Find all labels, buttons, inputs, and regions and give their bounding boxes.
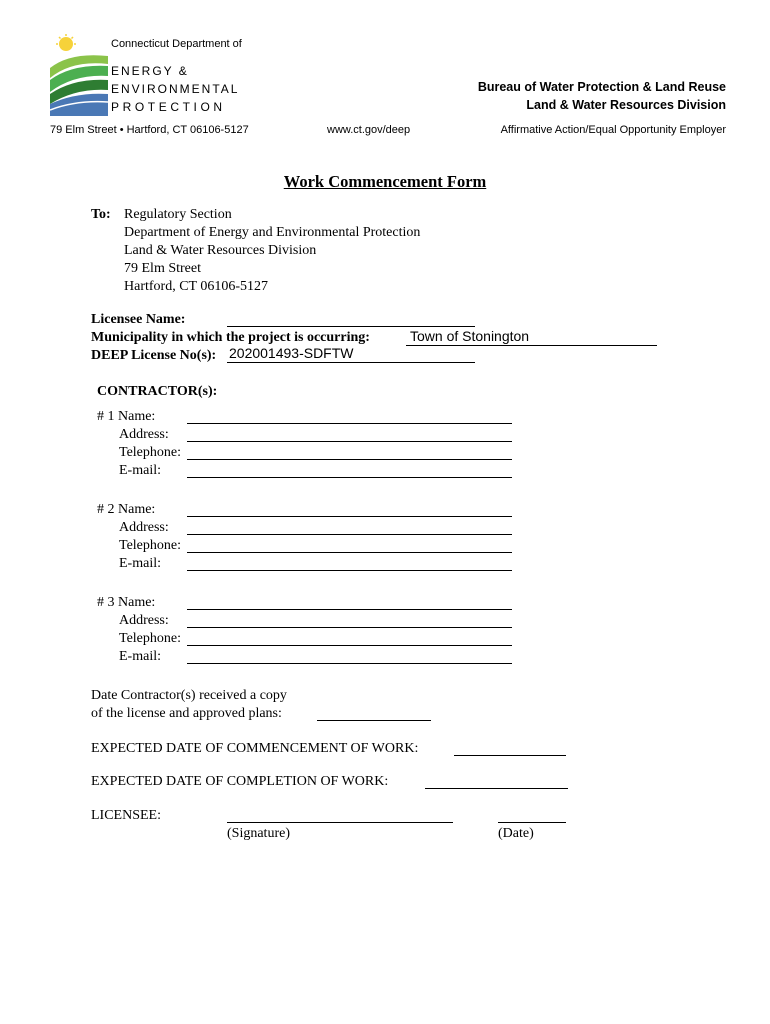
contractor-2-email-field[interactable] <box>187 570 512 571</box>
to-line-3: Land & Water Resources Division <box>124 243 317 258</box>
to-line-5: Hartford, CT 06106-5127 <box>124 279 268 294</box>
commencement-label: EXPECTED DATE OF COMMENCEMENT OF WORK: <box>91 741 419 756</box>
contractor-3-address-label: Address: <box>119 613 169 628</box>
contractor-1-email-field[interactable] <box>187 477 512 478</box>
contractor-1-telephone-field[interactable] <box>187 459 512 460</box>
signature-caption: (Signature) <box>227 826 290 841</box>
form-title: Work Commencement Form <box>283 172 487 191</box>
contractor-2-email-label: E-mail: <box>119 556 161 571</box>
contractor-2-telephone-label: Telephone: <box>119 538 181 553</box>
contractor-3-telephone-field[interactable] <box>187 645 512 646</box>
logo-line-1: Connecticut Department of <box>111 38 242 50</box>
contractor-1-email-label: E-mail: <box>119 463 161 478</box>
contractors-heading: CONTRACTOR(s): <box>97 384 218 399</box>
bureau-name: Bureau of Water Protection & Land Reuse <box>477 80 726 94</box>
contractor-3-address-field[interactable] <box>187 627 512 628</box>
licensee-name-field[interactable] <box>227 326 475 327</box>
to-line-4: 79 Elm Street <box>124 261 201 276</box>
contractor-3-email-label: E-mail: <box>119 649 161 664</box>
contractor-2-name-field[interactable] <box>187 516 512 517</box>
office-address: 79 Elm Street • Hartford, CT 06106-5127 <box>50 124 249 136</box>
copy-received-date-field[interactable] <box>317 720 431 721</box>
deep-logo <box>50 34 250 116</box>
to-label: To: <box>91 207 111 222</box>
logo-line-2: ENERGY & <box>111 64 189 78</box>
license-no-value: 202001493-SDFTW <box>229 345 354 361</box>
licensee-name-label: Licensee Name: <box>91 312 186 327</box>
logo-line-4: PROTECTION <box>111 100 226 114</box>
contractor-1-name-label: # 1 Name: <box>97 409 156 424</box>
completion-label: EXPECTED DATE OF COMPLETION OF WORK: <box>91 774 389 789</box>
completion-date-field[interactable] <box>425 788 568 789</box>
copy-received-label-1: Date Contractor(s) received a copy <box>91 688 287 703</box>
municipality-value: Town of Stonington <box>410 328 530 344</box>
licensee-label: LICENSEE: <box>91 808 161 823</box>
contractor-3-email-field[interactable] <box>187 663 512 664</box>
contractor-2-name-label: # 2 Name: <box>97 502 156 517</box>
contractor-1-address-field[interactable] <box>187 441 512 442</box>
contractor-2-address-label: Address: <box>119 520 169 535</box>
contractor-3-name-field[interactable] <box>187 609 512 610</box>
contractor-3-telephone-label: Telephone: <box>119 631 181 646</box>
date-caption: (Date) <box>498 826 534 841</box>
logo-emblem-icon <box>50 34 108 116</box>
employer-statement: Affirmative Action/Equal Opportunity Employer <box>500 124 726 136</box>
contractor-1-telephone-label: Telephone: <box>119 445 181 460</box>
division-name: Land & Water Resources Division <box>526 98 726 112</box>
commencement-date-field[interactable] <box>454 755 566 756</box>
license-no-label: DEEP License No(s): <box>91 348 217 363</box>
logo-line-3: ENVIRONMENTAL <box>111 82 240 96</box>
copy-received-label-2: of the license and approved plans: <box>91 706 282 721</box>
municipality-label: Municipality in which the project is occurring: <box>91 330 370 345</box>
signature-date-field[interactable] <box>498 822 566 823</box>
contractor-3-name-label: # 3 Name: <box>97 595 156 610</box>
website-link[interactable]: www.ct.gov/deep <box>327 124 411 136</box>
to-line-2: Department of Energy and Environmental Protection <box>124 225 421 240</box>
to-line-1: Regulatory Section <box>124 207 232 222</box>
license-no-field[interactable] <box>227 345 475 363</box>
contractor-2-telephone-field[interactable] <box>187 552 512 553</box>
contractor-2-address-field[interactable] <box>187 534 512 535</box>
contractor-1-name-field[interactable] <box>187 423 512 424</box>
contractor-1-address-label: Address: <box>119 427 169 442</box>
signature-field[interactable] <box>227 822 453 823</box>
municipality-field[interactable] <box>406 328 657 346</box>
